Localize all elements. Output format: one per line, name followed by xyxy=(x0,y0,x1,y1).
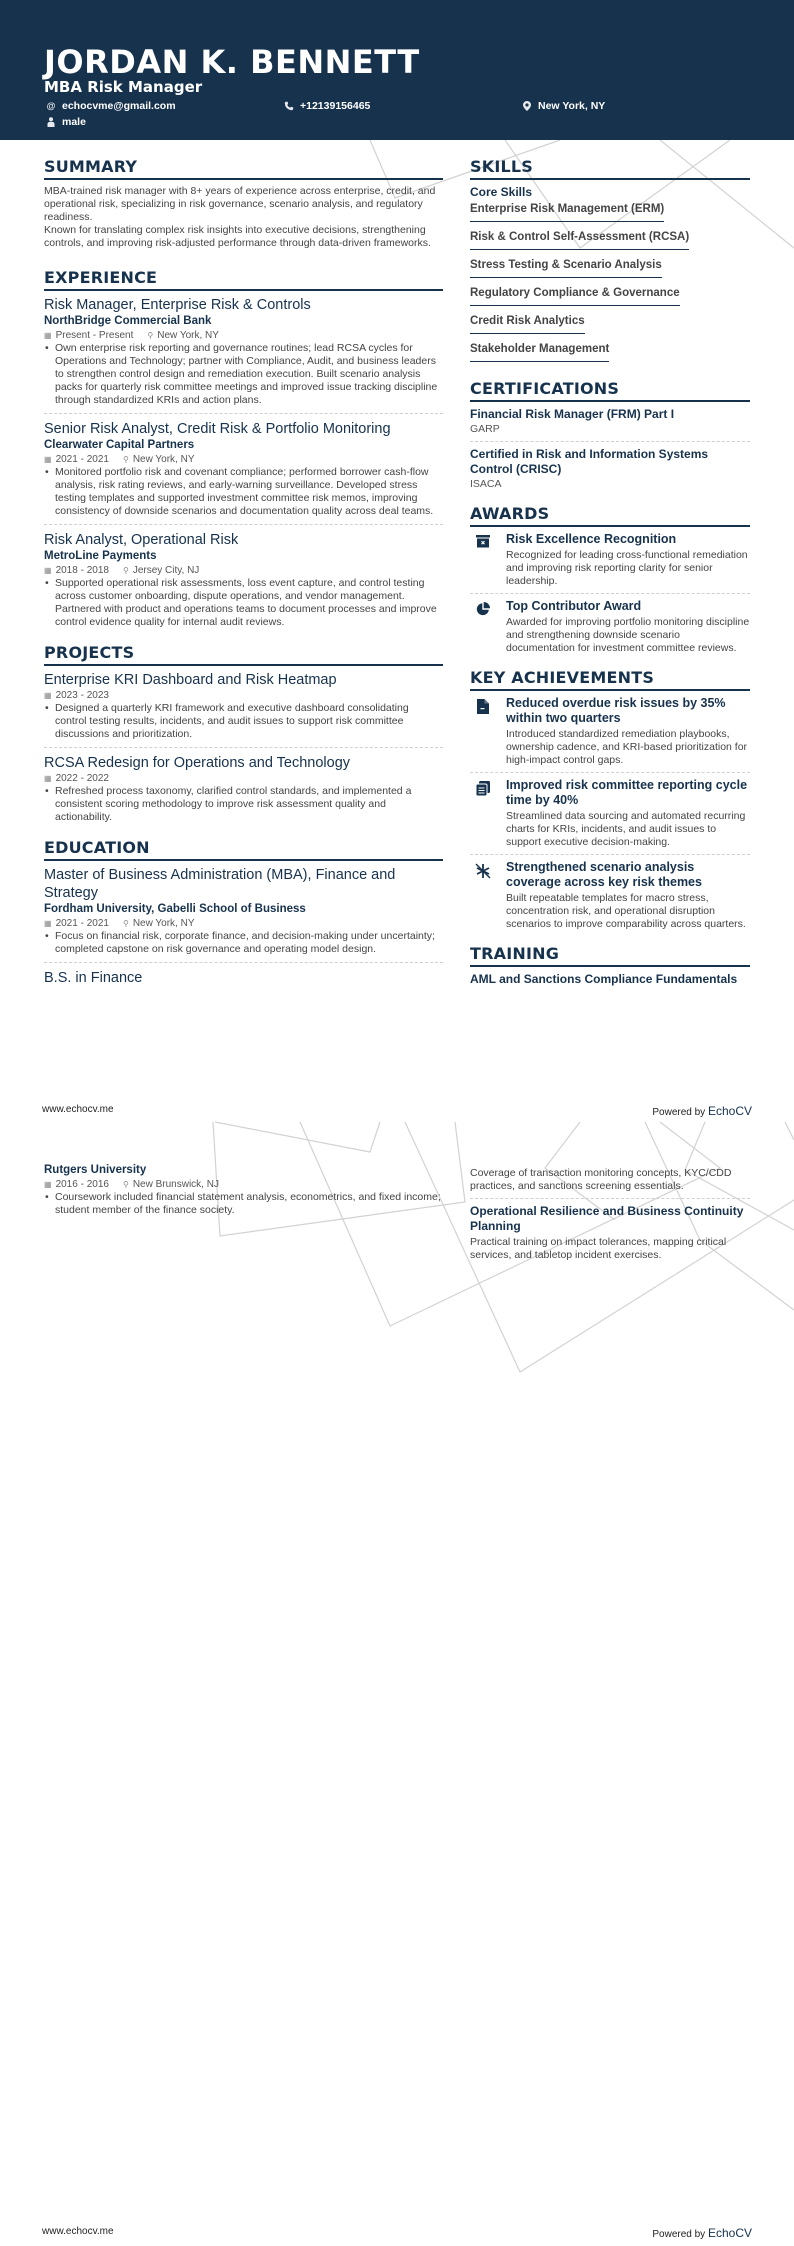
contact-location xyxy=(522,100,605,112)
education-bullet: • Coursework included financial statement analysis, econometrics, and fixed income; student member of the finance society. xyxy=(44,1191,443,1217)
job-bullet: • Monitored portfolio risk and covenant compliance; performed borrower cash-flow analysis, risk rating reviews, and early-warning surveillance. Developed stress testing templates and supported investment committee risk memos, improving consistency of downside scenarios and documentation quality across deal teams. xyxy=(44,466,443,518)
education-item xyxy=(44,969,443,987)
certifications-title: CERTIFICATIONS xyxy=(470,379,750,402)
calendar-icon: ▦ xyxy=(44,331,52,340)
job-dates: 2021 - 2021 xyxy=(55,454,109,465)
award-item xyxy=(470,532,750,594)
achievement-item xyxy=(470,860,750,936)
job-title: Senior Risk Analyst, Credit Risk & Portfolio Monitoring xyxy=(44,421,391,437)
right-column xyxy=(470,157,750,987)
project-dates: 2023 - 2023 xyxy=(55,690,109,701)
file-icon xyxy=(470,696,496,767)
award-title: Risk Excellence Recognition xyxy=(506,532,677,546)
contact-phone[interactable] xyxy=(284,100,370,112)
job-title: Risk Manager, Enterprise Risk & Controls xyxy=(44,297,311,313)
award-item xyxy=(470,599,750,660)
candidate-name: JORDAN K. BENNETT xyxy=(44,43,420,81)
certification-issuer: GARP xyxy=(470,423,500,435)
award-description: Recognized for leading cross-functional remediation and improving risk reporting clarity for senior leadership. xyxy=(506,549,748,587)
footer-website-link[interactable]: www.echocv.me xyxy=(42,1104,114,1115)
education-meta xyxy=(44,917,443,930)
training-item-continued xyxy=(470,1167,750,1199)
location-pin-icon: ⚲ xyxy=(122,1180,129,1189)
clipboard-list-icon xyxy=(470,778,496,849)
project-meta xyxy=(44,689,443,702)
certification-item xyxy=(470,407,750,442)
education-meta xyxy=(44,1178,443,1191)
calendar-icon: ▦ xyxy=(44,455,52,464)
skills-section xyxy=(470,157,750,367)
project-name: RCSA Redesign for Operations and Technology xyxy=(44,755,351,771)
training-section xyxy=(470,944,750,987)
project-meta xyxy=(44,772,443,785)
job-meta xyxy=(44,329,443,342)
training-name: Operational Resilience and Business Continuity Planning xyxy=(470,1204,744,1233)
left-column xyxy=(44,157,443,987)
summary-paragraph: Known for translating complex risk insights into executive decisions, strengthening controls, and improving risk-adjusted performance through data-driven frameworks. xyxy=(44,224,431,249)
experience-item xyxy=(44,531,443,635)
footer-powered-by[interactable] xyxy=(652,2226,752,2240)
project-item xyxy=(44,754,443,830)
school-name: Fordham University, Gabelli School of Business xyxy=(44,903,306,915)
contact-email[interactable] xyxy=(46,100,176,112)
calendar-icon: ▦ xyxy=(44,566,52,575)
powered-by-label: Powered by xyxy=(652,1107,706,1118)
skill-item: Regulatory Compliance & Governance xyxy=(470,286,680,306)
certification-issuer: ISACA xyxy=(470,478,502,490)
job-dates: Present - Present xyxy=(55,330,134,341)
brand-name: EchoCV xyxy=(707,1104,752,1118)
achievement-description: Streamlined data sourcing and automated recurring charts for KRIs, incidents, and audit issues to support executive decision-making. xyxy=(506,810,746,848)
projects-title: PROJECTS xyxy=(44,643,443,666)
skills-title: SKILLS xyxy=(470,157,750,180)
education-item xyxy=(44,866,443,963)
achievement-description: Introduced standardized remediation playbooks, ownership cadence, and KRI-based prioritization for high-impact control gaps. xyxy=(506,728,748,766)
left-column-continued xyxy=(44,1163,443,1229)
certification-item xyxy=(470,447,750,496)
phone-icon xyxy=(284,101,294,111)
job-location: Jersey City, NJ xyxy=(132,565,200,576)
project-dates: 2022 - 2022 xyxy=(55,773,109,784)
award-title: Top Contributor Award xyxy=(506,599,642,613)
job-title: Risk Analyst, Operational Risk xyxy=(44,532,239,548)
experience-title: EXPERIENCE xyxy=(44,268,443,291)
summary-title: SUMMARY xyxy=(44,157,443,180)
brand-name: EchoCV xyxy=(707,2226,752,2240)
experience-section xyxy=(44,268,443,635)
phone-value: +12139156465 xyxy=(300,100,371,112)
education-section xyxy=(44,838,443,987)
email-value: echocvme@gmail.com xyxy=(62,100,176,112)
education-item-continued xyxy=(44,1163,443,1223)
experience-item xyxy=(44,296,443,414)
calendar-icon: ▦ xyxy=(44,1180,52,1189)
powered-by-label: Powered by xyxy=(652,2229,706,2240)
resume-header xyxy=(0,0,794,140)
location-pin-icon: ⚲ xyxy=(122,566,129,575)
certification-name: Certified in Risk and Information Systems Control (CRISC) xyxy=(470,447,709,476)
project-item xyxy=(44,671,443,748)
location-pin-icon xyxy=(522,101,532,111)
skill-item: Credit Risk Analytics xyxy=(470,314,585,334)
location-pin-icon: ⚲ xyxy=(147,331,154,340)
summary-paragraph: MBA-trained risk manager with 8+ years of experience across enterprise, credit, and operational risk, specializing in risk governance, scenario analysis, and regulatory readiness. xyxy=(44,185,436,223)
job-location: New York, NY xyxy=(157,330,219,341)
achievements-section xyxy=(470,668,750,936)
skill-item: Risk & Control Self-Assessment (RCSA) xyxy=(470,230,689,250)
company-name: NorthBridge Commercial Bank xyxy=(44,315,212,327)
archive-box-icon xyxy=(470,532,496,588)
school-name: Rutgers University xyxy=(44,1164,147,1176)
projects-section xyxy=(44,643,443,830)
achievements-title: KEY ACHIEVEMENTS xyxy=(470,668,750,691)
skill-item: Enterprise Risk Management (ERM) xyxy=(470,202,664,222)
skill-item: Stress Testing & Scenario Analysis xyxy=(470,258,662,278)
job-bullet: • Supported operational risk assessments, loss event capture, and control testing across customer onboarding, dispute operations, and vendor management. Partnered with product and operations teams to document processes and improve control evidence quality for internal audit reviews. xyxy=(44,577,443,629)
degree-name: Master of Business Administration (MBA), Finance and Strategy xyxy=(44,867,396,901)
awards-title: AWARDS xyxy=(470,504,750,527)
footer-powered-by[interactable] xyxy=(652,1104,752,1118)
achievement-title: Strengthened scenario analysis coverage across key risk themes xyxy=(506,860,702,889)
training-description: Coverage of transaction monitoring concepts, KYC/CDD practices, and sanctions screening essentials. xyxy=(470,1167,732,1192)
skills-group-label: Core Skills xyxy=(470,185,533,199)
education-dates: 2016 - 2016 xyxy=(55,1179,109,1190)
footer-website-link[interactable]: www.echocv.me xyxy=(42,2226,114,2237)
education-bullet: • Focus on financial risk, corporate finance, and decision-making under uncertainty; completed capstone on risk governance and operating model design. xyxy=(44,930,443,956)
skill-item: Stakeholder Management xyxy=(470,342,609,362)
project-name: Enterprise KRI Dashboard and Risk Heatmap xyxy=(44,672,337,688)
location-pin-icon: ⚲ xyxy=(122,455,129,464)
training-title: TRAINING xyxy=(470,944,750,967)
pie-chart-icon xyxy=(470,599,496,655)
project-bullet: • Refreshed process taxonomy, clarified control standards, and implemented a consistent scoring methodology to improve risk assessment quality and actionability. xyxy=(44,785,443,824)
person-icon xyxy=(46,117,56,127)
job-meta xyxy=(44,564,443,577)
certification-name: Financial Risk Manager (FRM) Part I xyxy=(470,407,675,421)
at-icon: @ xyxy=(46,101,56,111)
calendar-icon: ▦ xyxy=(44,691,52,700)
scenario-slash-icon xyxy=(470,860,496,931)
training-description: Practical training on impact tolerances, mapping critical services, and tabletop incident exercises. xyxy=(470,1236,727,1261)
degree-name: B.S. in Finance xyxy=(44,970,143,986)
certifications-section xyxy=(470,379,750,496)
education-location: New Brunswick, NJ xyxy=(132,1179,219,1190)
education-title: EDUCATION xyxy=(44,838,443,861)
location-pin-icon: ⚲ xyxy=(122,919,129,928)
job-location: New York, NY xyxy=(132,454,195,465)
achievement-title: Improved risk committee reporting cycle time by 40% xyxy=(506,778,748,807)
achievement-item xyxy=(470,778,750,855)
location-value: New York, NY xyxy=(538,100,606,112)
experience-item xyxy=(44,420,443,525)
training-name: AML and Sanctions Compliance Fundamentals xyxy=(470,972,738,986)
gender-value: male xyxy=(62,116,86,128)
achievement-item xyxy=(470,696,750,773)
project-bullet: • Designed a quarterly KRI framework and executive dashboard consolidating control testing results, incidents, and audit issues to support risk committee discussions and prioritization. xyxy=(44,702,443,741)
awards-section xyxy=(470,504,750,660)
company-name: MetroLine Payments xyxy=(44,550,157,562)
company-name: Clearwater Capital Partners xyxy=(44,439,195,451)
right-column-continued xyxy=(470,1167,750,1272)
job-bullet: • Own enterprise risk reporting and governance routines; lead RCSA cycles for Operations and Technology; partner with Compliance, Audit, and business leaders to strengthen control design and remediation execution. Built scenario analysis packs for quarterly risk committee meetings and improved issue tracking discipline through standardized KRIs and action plans. xyxy=(44,342,443,407)
job-dates: 2018 - 2018 xyxy=(55,565,109,576)
summary-section xyxy=(44,157,443,250)
candidate-role: MBA Risk Manager xyxy=(44,78,203,96)
contact-gender xyxy=(46,116,86,128)
training-item xyxy=(470,1204,750,1267)
education-dates: 2021 - 2021 xyxy=(55,918,109,929)
award-description: Awarded for improving portfolio monitoring discipline and strengthening downside scenario documentation for investment committee reviews. xyxy=(506,616,750,654)
achievement-title: Reduced overdue risk issues by 35% within two quarters xyxy=(506,696,726,725)
achievement-description: Built repeatable templates for macro stress, concentration risk, and operational disruption scenarios to improve comparability across quarters. xyxy=(506,892,746,930)
calendar-icon: ▦ xyxy=(44,774,52,783)
job-meta xyxy=(44,453,443,466)
education-location: New York, NY xyxy=(132,918,195,929)
calendar-icon: ▦ xyxy=(44,919,52,928)
